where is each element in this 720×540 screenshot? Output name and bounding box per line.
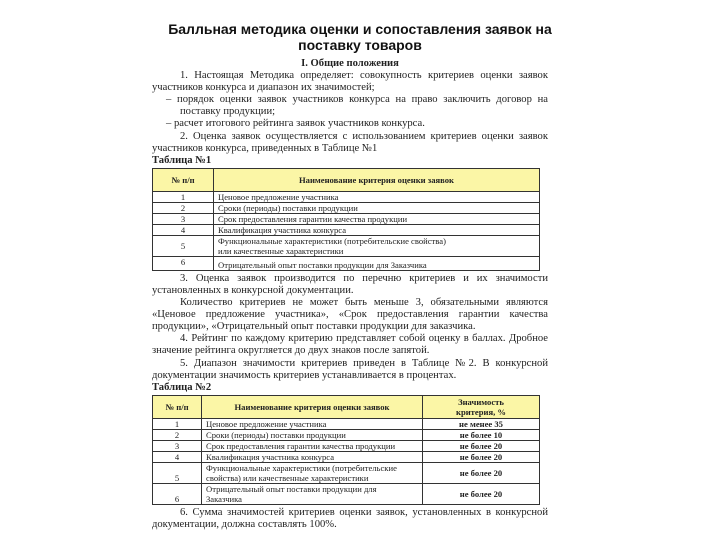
- cell-number: 3: [153, 213, 214, 224]
- section-heading: I. Общие положения: [301, 58, 399, 69]
- table-1: [152, 168, 540, 271]
- table-row: [153, 418, 540, 429]
- cell-number: 3: [153, 440, 202, 451]
- cell-number: 1: [153, 418, 202, 429]
- cell-criterion: Срок предоставления гарантии качества продукции: [214, 213, 540, 224]
- paragraph-3: 3. Оценка заявок производится по перечню критериев и их значимости установленных в конкурсной документации.: [152, 272, 548, 296]
- table-header-row: [153, 395, 540, 418]
- table-row: [153, 451, 540, 462]
- paragraph-2: 2. Оценка заявок осуществляется с использованием критериев оценки заявок участников конкурса, приведенных в Таблице №1: [152, 130, 548, 154]
- cell-criterion: Отрицательный опыт поставки продукции для Заказчика: [214, 256, 540, 270]
- table-row: [153, 462, 540, 483]
- table2-caption: Таблица №2: [152, 382, 548, 394]
- table-row: [153, 440, 540, 451]
- cell-number: 2: [153, 429, 202, 440]
- cell-weight: не более 20: [423, 462, 540, 483]
- table-row: [153, 483, 540, 504]
- paragraph-1: 1. Настоящая Методика определяет: совокупность критериев оценки заявок участников конкурса и диапазон их значимостей;: [152, 70, 548, 94]
- cell-number: 5: [153, 462, 202, 483]
- column-header: № п/п: [153, 168, 214, 191]
- column-header: Значимость критерия, %: [423, 395, 540, 418]
- column-header: Наименование критерия оценки заявок: [214, 168, 540, 191]
- table-row: [153, 202, 540, 213]
- cell-number: 1: [153, 191, 214, 202]
- document-body: [152, 58, 548, 531]
- paragraph-3b: Количество критериев не может быть меньше 3, обязательными являются «Ценовое предложение участника», «Срок предоставления гарантии качества продукции», «Отрицательный опыт поставки продукции для заказчика.: [152, 297, 548, 333]
- cell-weight: не более 20: [423, 440, 540, 451]
- table-row: [153, 235, 540, 256]
- cell-weight: не более 20: [423, 483, 540, 504]
- table1-caption: Таблица №1: [152, 155, 548, 167]
- list-item: – порядок оценки заявок участников конкурса на право заключить договор на поставку продукции;: [166, 94, 548, 118]
- table-row: [153, 429, 540, 440]
- cell-criterion: Сроки (периоды) поставки продукции: [202, 429, 423, 440]
- table-2: [152, 395, 540, 505]
- column-header: Наименование критерия оценки заявок: [202, 395, 423, 418]
- cell-number: 6: [153, 256, 214, 270]
- list-item: – расчет итогового рейтинга заявок участников конкурса.: [166, 118, 425, 130]
- cell-criterion: Квалификация участника конкурса: [202, 451, 423, 462]
- cell-criterion: Сроки (периоды) поставки продукции: [214, 202, 540, 213]
- cell-weight: не более 10: [423, 429, 540, 440]
- paragraph-5: 5. Диапазон значимости критериев приведен в Таблице №2. В конкурсной документации значимость критериев устанавливается в процентах.: [152, 357, 548, 381]
- cell-criterion: Функциональные характеристики (потребительские свойства) или качественные характеристики: [202, 462, 423, 483]
- cell-number: 5: [153, 235, 214, 256]
- table-row: [153, 224, 540, 235]
- cell-number: 4: [153, 224, 214, 235]
- cell-criterion: Функциональные характеристики (потребительские свойства) или качественные характеристики: [214, 235, 540, 256]
- paragraph-4: 4. Рейтинг по каждому критерию представляет собой оценку в баллах. Дробное значение рейтинга округляется до двух знаков после запятой.: [152, 333, 548, 357]
- cell-number: 4: [153, 451, 202, 462]
- table-row: [153, 191, 540, 202]
- cell-criterion: Ценовое предложение участника: [214, 191, 540, 202]
- document-title: Балльная методика оценки и сопоставления заявок на поставку товаров: [168, 21, 552, 53]
- cell-criterion: Отрицательный опыт поставки продукции для Заказчика: [202, 483, 423, 504]
- cell-criterion: Ценовое предложение участника: [202, 418, 423, 429]
- column-header: № п/п: [153, 395, 202, 418]
- cell-criterion: Срок предоставления гарантии качества продукции: [202, 440, 423, 451]
- cell-weight: не менее 35: [423, 418, 540, 429]
- cell-criterion: Квалификация участника конкурса: [214, 224, 540, 235]
- paragraph-6: 6. Сумма значимостей критериев оценки заявок, установленных в конкурсной документации, должна составлять 100%.: [152, 506, 548, 530]
- table-row: [153, 213, 540, 224]
- table-row: [153, 256, 540, 270]
- cell-weight: не более 20: [423, 451, 540, 462]
- table-header-row: [153, 168, 540, 191]
- cell-number: 6: [153, 483, 202, 504]
- cell-number: 2: [153, 202, 214, 213]
